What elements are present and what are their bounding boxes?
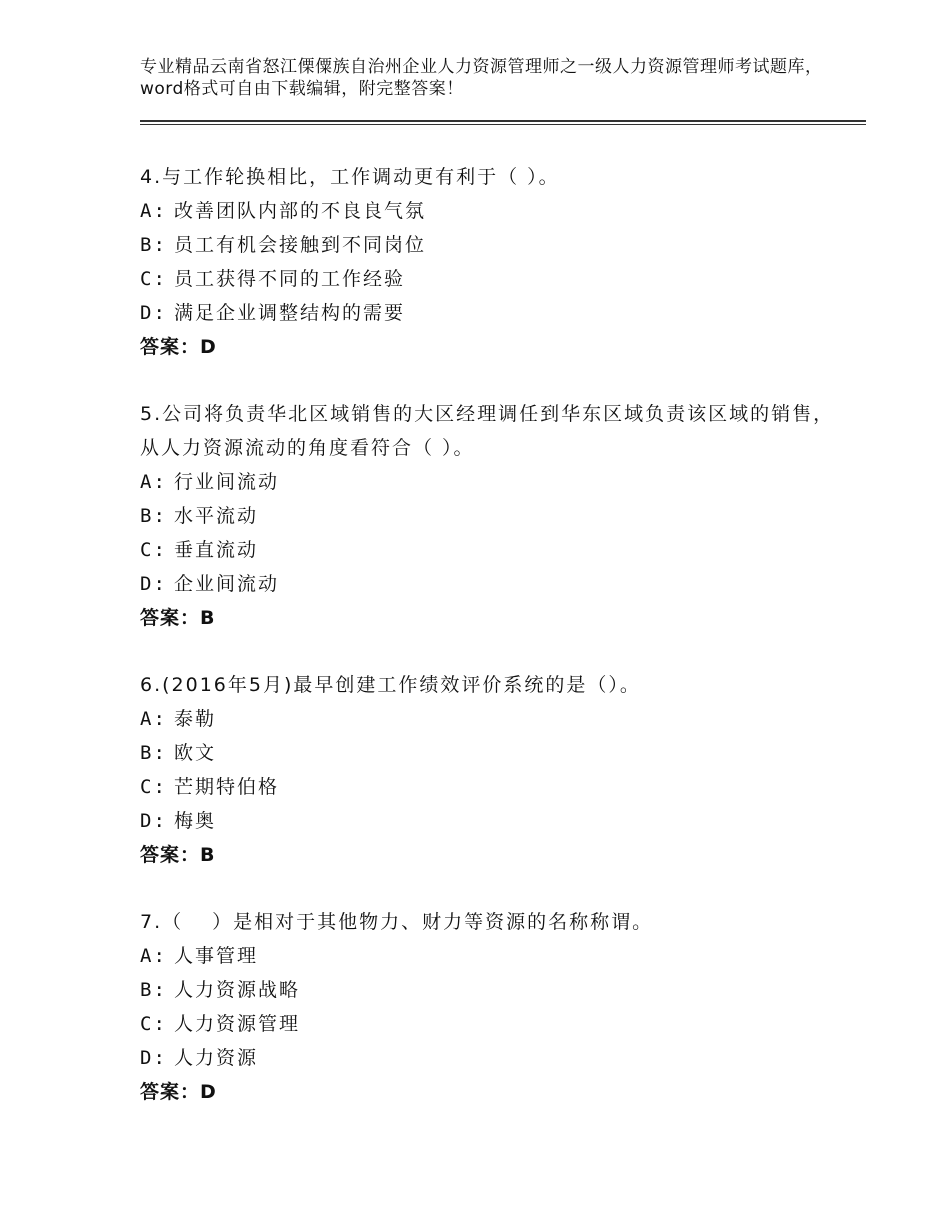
question-4 [140, 160, 840, 364]
option-b [140, 736, 840, 770]
question-stem: 6.(2016年5月)最早创建工作绩效评价系统的是（）。 [140, 674, 641, 696]
option-key: B: [140, 742, 167, 764]
option-d [140, 567, 840, 601]
option-key: D: [140, 573, 167, 595]
option-text: 梅奥 [174, 810, 217, 832]
option-a [140, 702, 840, 736]
option-text: 人力资源管理 [174, 1013, 301, 1035]
option-key: D: [140, 1047, 167, 1069]
option-key: D: [140, 302, 167, 324]
header-divider [140, 120, 866, 125]
option-text: 欧文 [174, 742, 217, 764]
option-key: A: [140, 471, 167, 493]
answer-line: 答案：D [140, 1081, 217, 1103]
option-text: 改善团队内部的不良良气氛 [174, 200, 427, 222]
option-key: C: [140, 776, 167, 798]
option-text: 人力资源 [174, 1047, 259, 1069]
option-b [140, 228, 840, 262]
option-c [140, 1007, 840, 1041]
option-text: 垂直流动 [174, 539, 259, 561]
option-d [140, 804, 840, 838]
option-b [140, 973, 840, 1007]
question-list [140, 160, 840, 1142]
option-key: A: [140, 708, 167, 730]
option-text: 满足企业调整结构的需要 [174, 302, 406, 324]
option-key: C: [140, 1013, 167, 1035]
option-text: 水平流动 [174, 505, 259, 527]
option-key: B: [140, 234, 167, 256]
option-text: 芒期特伯格 [174, 776, 280, 798]
document-header: 专业精品云南省怒江傈僳族自治州企业人力资源管理师之一级人力资源管理师考试题库，word格式可自由下载编辑，附完整答案！ [140, 57, 823, 99]
option-key: A: [140, 200, 167, 222]
question-5 [140, 397, 840, 635]
question-7 [140, 905, 840, 1109]
answer-line: 答案：B [140, 607, 216, 629]
option-a [140, 939, 840, 973]
option-d [140, 1041, 840, 1075]
option-key: C: [140, 539, 167, 561]
option-key: B: [140, 505, 167, 527]
option-key: B: [140, 979, 167, 1001]
option-a [140, 465, 840, 499]
option-d [140, 296, 840, 330]
option-text: 人事管理 [174, 945, 259, 967]
option-b [140, 499, 840, 533]
option-c [140, 533, 840, 567]
option-text: 员工获得不同的工作经验 [174, 268, 406, 290]
question-stem: 7.（ ）是相对于其他物力、财力等资源的名称称谓。 [140, 911, 654, 933]
option-key: A: [140, 945, 167, 967]
answer-line: 答案：D [140, 336, 217, 358]
option-key: C: [140, 268, 167, 290]
option-text: 行业间流动 [174, 471, 280, 493]
option-text: 泰勒 [174, 708, 217, 730]
question-stem: 4.与工作轮换相比，工作调动更有利于（ ）。 [140, 166, 560, 188]
option-a [140, 194, 840, 228]
question-stem: 5.公司将负责华北区域销售的大区经理调任到华东区域负责该区域的销售，从人力资源流动的角度看符合（ ）。 [140, 403, 835, 459]
answer-line: 答案：B [140, 844, 216, 866]
question-6 [140, 668, 840, 872]
option-c [140, 770, 840, 804]
option-text: 人力资源战略 [174, 979, 301, 1001]
option-key: D: [140, 810, 167, 832]
option-c [140, 262, 840, 296]
option-text: 员工有机会接触到不同岗位 [174, 234, 427, 256]
option-text: 企业间流动 [174, 573, 280, 595]
